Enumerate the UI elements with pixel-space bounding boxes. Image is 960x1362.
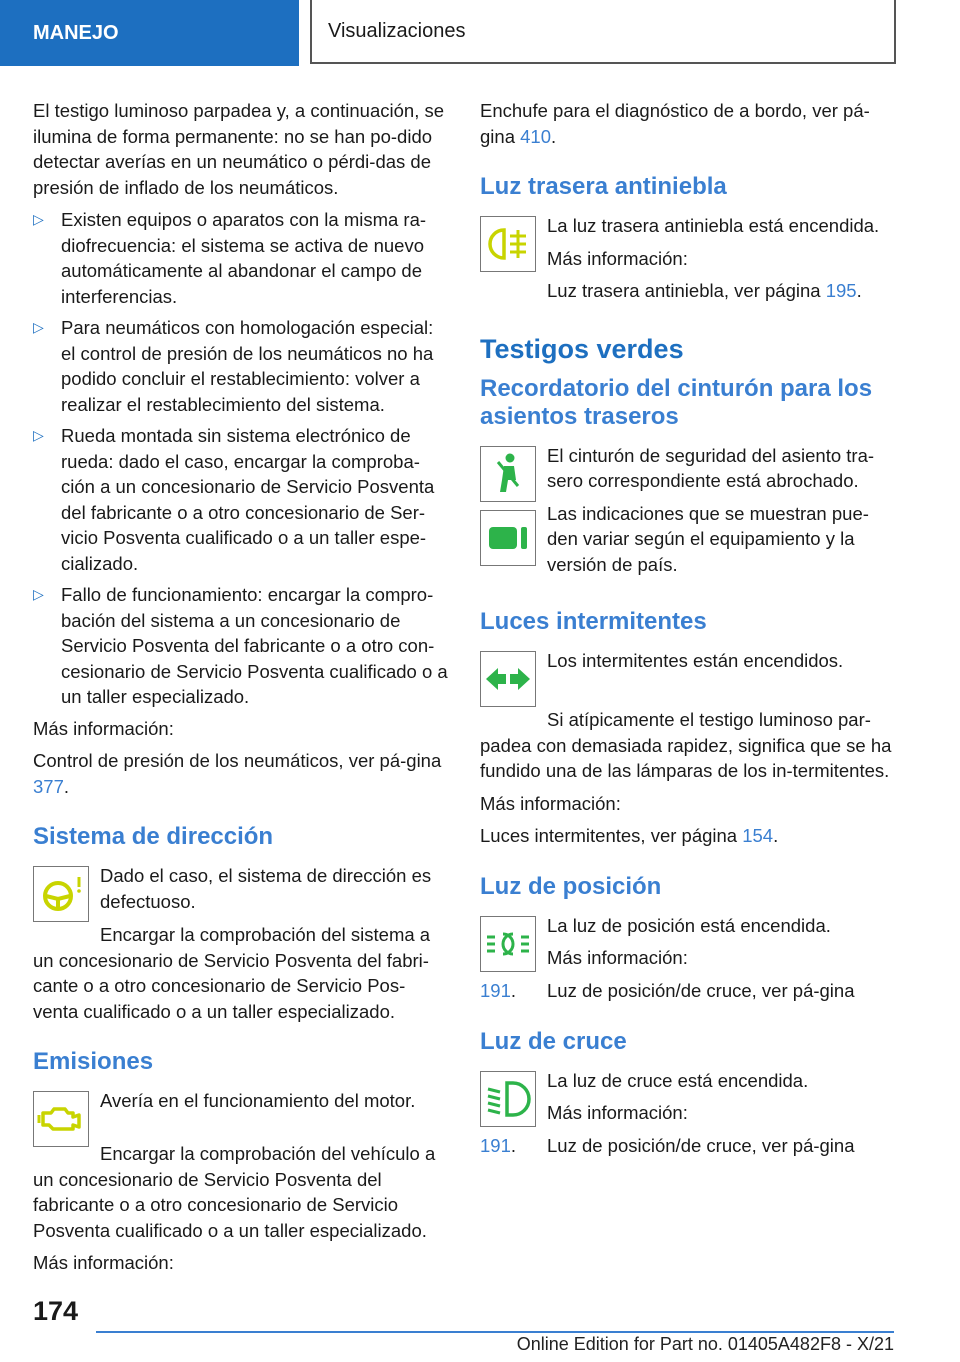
section-heading-steering: Sistema de dirección [33,823,274,850]
position-light-icon [480,916,536,972]
more-info-label: Más información: [547,947,688,968]
section-heading-turn: Luces intermitentes [480,608,707,635]
list-item: ▷ Existen equipos o aparatos con la misma ra-diofrecuencia: el sistema se activa de nuevo automáticamente al abandonar el campo de interferencias. [33,207,448,309]
seatbelt-icon [480,446,536,502]
low-beam-icon [480,1071,536,1127]
footer-divider [96,1331,894,1333]
left-column [33,98,448,1283]
steering-text-2: Encargar la comprobación del sistema a un concesionario de Servicio Posventa del fabri-cante o a otro concesionario de Servicio Pos-venta cualificado o a un taller especializado. [33,924,431,1022]
turn-signal-icon [480,651,536,707]
seatbelt-text: El cinturón de seguridad del asiento tra-sero correspondiente está abrochado. [547,444,875,491]
tpms-intro: El testigo luminoso parpadea y, a continuación, se ilumina de forma permanente: no se han po-dido detectar averías en un neumático o pérdi-das de presión de inflado de los neumáticos. [33,100,445,198]
more-info-label: Más información: [547,1102,688,1123]
list-item: ▷ Fallo de funcionamiento: encargar la compro-bación del sistema a un concesionario de Servicio Posventa del fabricante o a otro con-cesionario de Servicio Posventa cualificado o a un taller especializado. [33,582,448,710]
list-item: ▷ Para neumáticos con homologación especial: el control de presión de los neumáticos no ha podido concluir el restablecimiento: volver a realizar el restablecimiento del sistema. [33,315,448,417]
list-item: ▷ Rueda montada sin sistema electrónico de rueda: dado el caso, encargar la comproba-ción a un concesionario de Servicio Posventa del fabricante o a otro concesionario de Ser-vicio Posventa cualificado o a un taller espe-cializado. [33,423,448,576]
cross-reference: Control de presión de los neumáticos, ver pá-gina 377. [33,750,442,797]
seatbelt-text-2: Las indicaciones que se muestran pue-den variar según el equipamiento y la versión de país. [547,502,869,575]
emissions-text-2: Encargar la comprobación del vehículo a un concesionario de Servicio Posventa del fabricante o a otro concesionario de Servicio Posventa cualificado o a un taller especializado. [33,1143,436,1241]
more-info-label: Más información: [33,717,174,739]
engine-warning-icon [33,1091,89,1147]
emissions-entry [33,1088,448,1147]
turn-entry [480,648,895,707]
page-header [0,0,960,66]
page-link[interactable]: 377 [33,775,64,797]
section-heading-rear-fog: Luz trasera antiniebla [480,173,727,200]
emissions-text: Avería en el funcionamiento del motor. [100,1090,416,1111]
page-number: 174 [33,1296,79,1326]
page-link[interactable]: 195 [825,280,857,301]
triangle-bullet-icon: ▷ [33,586,44,602]
seatbelt-entry [480,443,895,585]
steering-warning-icon [33,866,89,922]
page-link[interactable]: 191 [480,980,511,1001]
triangle-bullet-icon: ▷ [33,319,44,335]
more-info-label: Más información: [547,247,688,269]
section-heading-lowbeam: Luz de cruce [480,1027,627,1055]
right-column [480,98,895,1166]
section-heading-green: Testigos verdes [480,333,684,364]
section-tab[interactable]: MANEJO [0,0,299,66]
more-info-label: Más información: [33,1252,174,1273]
steering-entry [33,863,448,922]
rear-belt-indicator-icon [480,510,536,566]
turn-text: Los intermitentes están encendidos. [547,650,844,671]
steering-text: Dado el caso, el sistema de dirección es defectuoso. [100,865,432,912]
triangle-bullet-icon: ▷ [33,427,44,443]
rear-fog-entry [480,213,895,311]
cross-reference: Luces intermitentes, ver página 154. [480,825,779,846]
cross-reference-line1: Luz de posición/de cruce, ver pá-gina [547,1134,855,1156]
position-text: La luz de posición está encendida. [547,914,831,936]
cross-reference-page: 191. [480,1135,517,1156]
lowbeam-text: La luz de cruce está encendida. [547,1069,809,1091]
chapter-tab[interactable]: Visualizaciones [310,0,896,64]
page-link[interactable]: 410 [520,125,551,147]
page-link[interactable]: 191 [480,1135,511,1156]
diagnosis-reference: Enchufe para el diagnóstico de a bordo, ver pá-gina 410. [480,100,870,147]
cross-reference-line1: Luz de posición/de cruce, ver pá-gina [547,979,855,1001]
rear-fog-text: La luz trasera antiniebla está encendida. [547,215,880,236]
more-info-label: Más información: [480,792,621,814]
bullet-list [33,207,448,710]
section-heading-position: Luz de posición [480,872,662,900]
section-heading-seatbelt: Recordatorio del cinturón para los asientos traseros [480,374,873,430]
turn-text-2: Si atípicamente el testigo luminoso par-padea con demasiada rapidez, significa que se ha fundido una de las lámparas de los in-termitentes. [480,709,892,781]
rear-fog-light-icon [480,216,536,272]
edition-label: Online Edition for Part no. 01405A482F8 - X/21 [516,1334,894,1354]
cross-reference: Luz trasera antiniebla, ver página 195. [547,280,862,301]
section-heading-emissions: Emisiones [33,1048,154,1075]
triangle-bullet-icon: ▷ [33,211,44,227]
cross-reference-page: 191. [480,980,517,1001]
page-link[interactable]: 154 [742,825,774,846]
